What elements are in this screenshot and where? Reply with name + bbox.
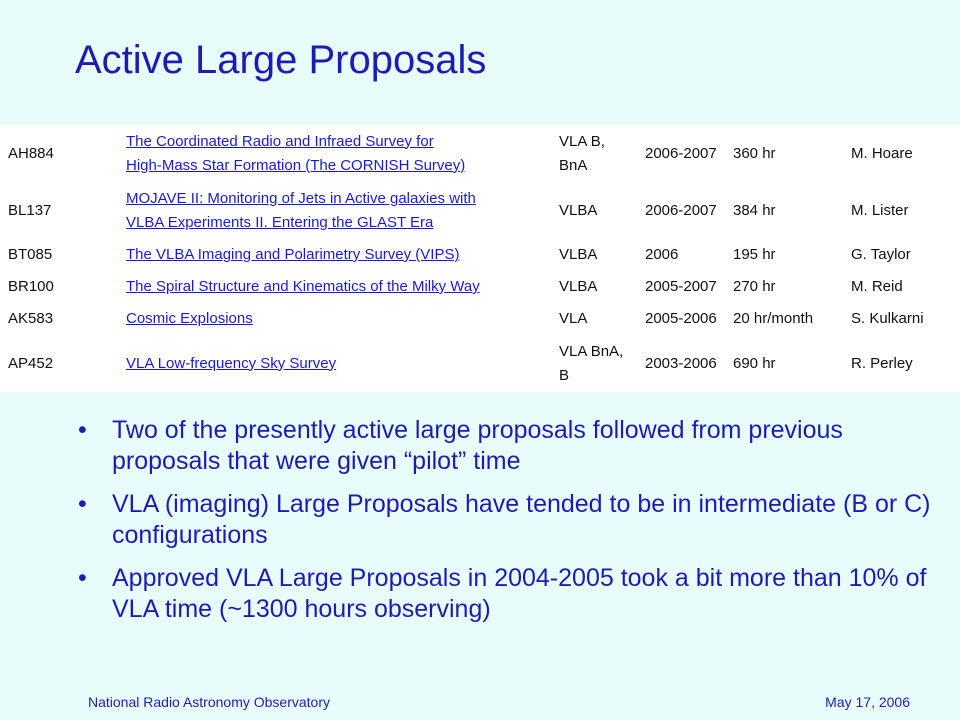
proposal-telescope: VLBA (559, 246, 598, 263)
proposal-hours: 270 hr (733, 278, 776, 295)
table-row (0, 125, 960, 182)
proposal-title-link[interactable]: The VLBA Imaging and Polarimetry Survey (VIPS) (126, 246, 460, 263)
bullet-dot-icon: • (78, 564, 87, 592)
bullet-text: Two of the presently active large proposals followed from previous proposals that were given “pilot” time (112, 416, 843, 475)
bullet-list (78, 415, 938, 637)
proposal-telescope: VLBA (559, 278, 598, 295)
proposal-id: AK583 (8, 310, 54, 327)
bullet-text: VLA (imaging) Large Proposals have tended to be in intermediate (B or C) configurations (112, 490, 931, 549)
proposal-telescope: VLA (559, 310, 588, 327)
proposal-title-cell (118, 125, 551, 182)
proposal-pi: S. Kulkarni (851, 310, 924, 327)
proposal-period: 2006-2007 (645, 201, 717, 219)
proposal-period: 2005-2006 (645, 310, 717, 327)
proposal-title-cell (118, 335, 551, 392)
proposal-telescope: VLBA (559, 201, 598, 219)
proposal-period: 2006 (645, 246, 679, 263)
bullet-text: Approved VLA Large Proposals in 2004-2005 took a bit more than 10% of VLA time (~1300 hours observing) (112, 564, 927, 623)
proposals-table (0, 125, 960, 392)
footer-date: May 17, 2006 (825, 694, 910, 710)
proposal-id: BT085 (8, 246, 53, 263)
proposal-period: 2003-2006 (645, 354, 717, 372)
proposal-title-link[interactable]: The Coordinated Radio and Infraed Survey for High-Mass Star Formation (The CORNISH Survey) (126, 132, 466, 174)
proposal-pi: M. Hoare (851, 144, 913, 162)
proposal-pi: M. Reid (851, 278, 903, 295)
bullet-dot-icon: • (78, 416, 87, 444)
bullet-dot-icon: • (78, 490, 87, 518)
footer-organization: National Radio Astronomy Observatory (88, 694, 330, 710)
proposal-pi: R. Perley (851, 354, 913, 372)
proposal-title-cell (118, 271, 551, 303)
bullet-item (78, 563, 938, 624)
proposal-hours: 360 hr (733, 144, 776, 162)
proposal-id: BL137 (8, 201, 52, 219)
proposal-title-link[interactable]: The Spiral Structure and Kinematics of the Milky Way (126, 278, 480, 295)
proposal-telescope: VLA B, BnA (559, 132, 605, 174)
proposal-id: AH884 (8, 144, 54, 162)
table-row (0, 239, 960, 271)
proposal-period: 2005-2007 (645, 278, 717, 295)
proposal-title-cell (118, 303, 551, 335)
proposal-pi: M. Lister (851, 201, 909, 219)
proposal-title-link[interactable]: Cosmic Explosions (126, 310, 253, 327)
proposal-title-cell (118, 182, 551, 239)
proposal-hours: 195 hr (733, 246, 776, 263)
proposal-period: 2006-2007 (645, 144, 717, 162)
table-row (0, 303, 960, 335)
proposal-title-link[interactable]: MOJAVE II: Monitoring of Jets in Active galaxies with VLBA Experiments II. Entering the GLAST Era (126, 189, 476, 231)
proposals-table-panel (0, 125, 960, 392)
bullet-item (78, 489, 938, 550)
table-row (0, 182, 960, 239)
proposal-id: BR100 (8, 278, 54, 295)
table-row (0, 271, 960, 303)
proposal-id: AP452 (8, 354, 54, 372)
proposal-title-cell (118, 239, 551, 271)
bullet-item (78, 415, 938, 476)
proposal-hours: 690 hr (733, 354, 776, 372)
proposal-hours: 384 hr (733, 201, 776, 219)
proposal-pi: G. Taylor (851, 246, 911, 263)
proposal-telescope: VLA BnA, B (559, 342, 624, 384)
proposal-title-link[interactable]: VLA Low-frequency Sky Survey (126, 354, 337, 372)
table-row (0, 335, 960, 392)
proposal-hours: 20 hr/month (733, 310, 814, 327)
slide-title: Active Large Proposals (75, 38, 487, 82)
